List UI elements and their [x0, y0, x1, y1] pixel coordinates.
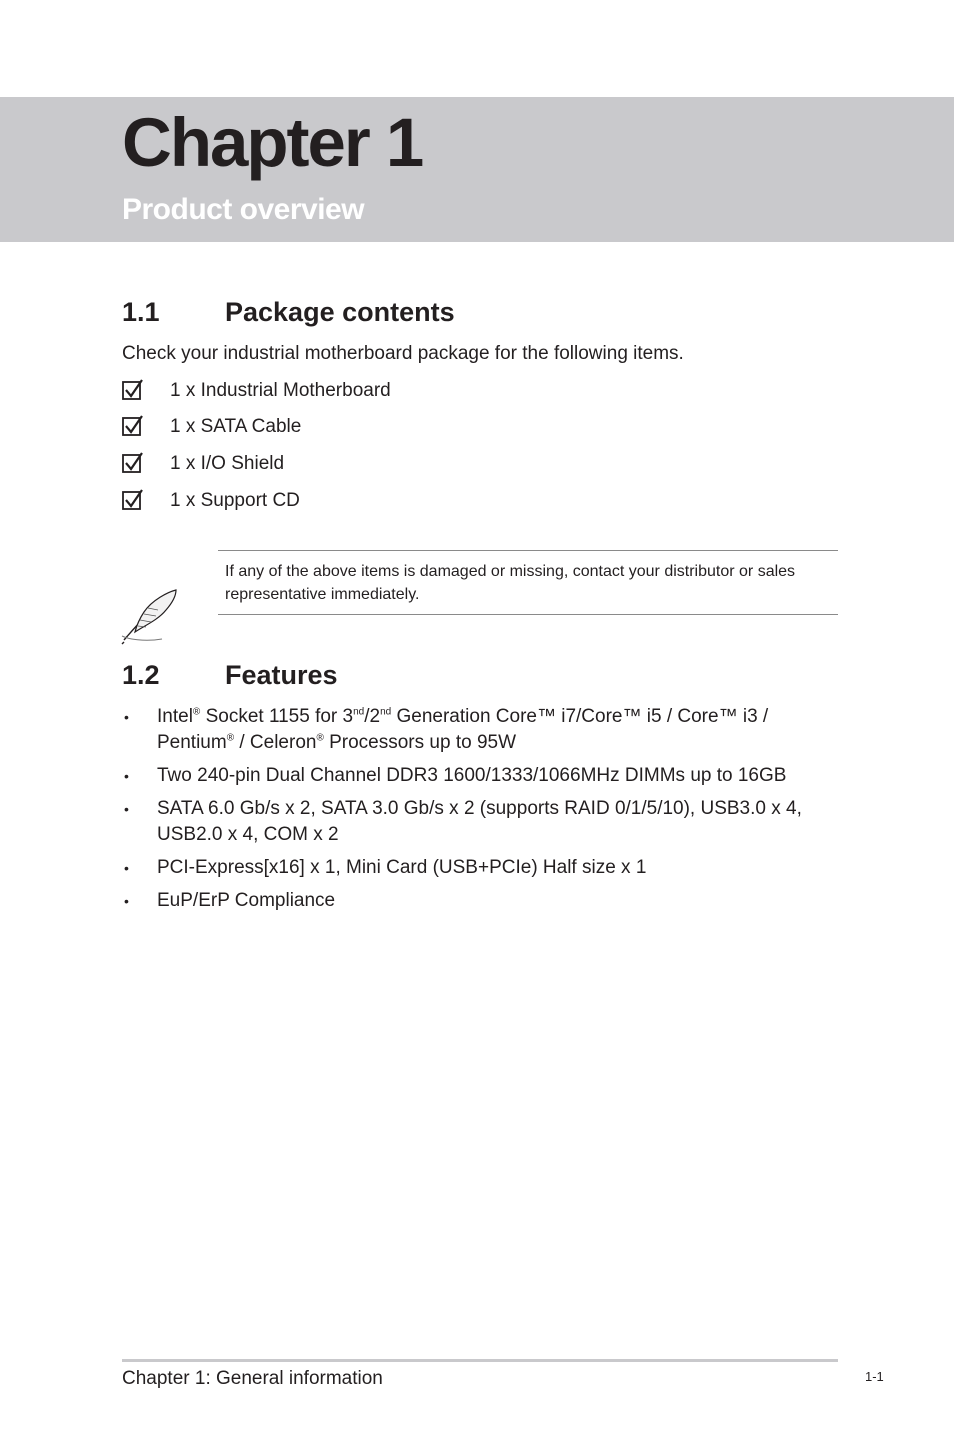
registered-mark: ® [192, 706, 201, 718]
section-number: 1.2 [122, 660, 160, 690]
package-item-label: 1 x Industrial Motherboard [170, 380, 391, 401]
bullet: • [124, 860, 129, 876]
feature-item [122, 796, 842, 848]
note-text: If any of the above items is damaged or missing, contact your distributor or sales representative immediately. [225, 563, 796, 603]
bullet: • [124, 893, 129, 909]
bullet: • [124, 709, 129, 725]
package-item-label: 1 x I/O Shield [170, 453, 285, 474]
feature-text: Processors up to 95W [323, 732, 517, 753]
chapter-title: Chapter 1 [122, 104, 423, 181]
feature-text: EuP/ErP Compliance [157, 890, 336, 911]
features-list [122, 704, 842, 921]
ordinal-suffix: nd [353, 706, 365, 718]
package-item [122, 378, 622, 404]
feature-text: Intel [157, 706, 193, 727]
chapter-subtitle: Product overview [122, 193, 365, 226]
checkbox-checked-icon [122, 488, 144, 512]
registered-mark: ® [316, 732, 324, 744]
package-item [122, 488, 622, 514]
section-number: 1.1 [122, 297, 160, 327]
feature-text: Generation Core™ i7/Core™ i5 / Core™ i3 / Pentium [157, 706, 769, 753]
checkbox-checked-icon [122, 414, 144, 438]
package-intro: Check your industrial motherboard package for the following items. [122, 343, 684, 364]
feature-text: SATA 6.0 Gb/s x 2, SATA 3.0 Gb/s x 2 (supports RAID 0/1/5/10), USB3.0 x 4, USB2.0 x 4, COM x 2 [157, 798, 802, 845]
section-title: Features [225, 660, 338, 690]
feather-quill-icon [118, 586, 182, 646]
note-box [218, 550, 838, 615]
feature-item [122, 855, 842, 881]
feature-text: PCI-Express[x16] x 1, Mini Card (USB+PCIe) Half size x 1 [157, 857, 647, 878]
package-item [122, 414, 622, 440]
bullet: • [124, 768, 129, 784]
package-item-label: 1 x Support CD [170, 490, 300, 511]
feature-item [122, 763, 842, 789]
registered-mark: ® [226, 732, 235, 744]
package-item [122, 451, 622, 477]
feature-text: Two 240-pin Dual Channel DDR3 1600/1333/1066MHz DIMMs up to 16GB [157, 765, 787, 786]
page-number: 1-1 [865, 1369, 884, 1384]
feature-item [122, 704, 842, 756]
package-item-label: 1 x SATA Cable [170, 416, 302, 437]
checkbox-checked-icon [122, 451, 144, 475]
footer-rule [122, 1359, 838, 1362]
bullet: • [124, 801, 129, 817]
checkbox-checked-icon [122, 378, 144, 402]
feature-text: /2 [364, 706, 381, 727]
feature-text: Socket 1155 for 3 [200, 706, 354, 727]
section-title: Package contents [225, 297, 455, 327]
ordinal-suffix: nd [380, 706, 392, 718]
feature-item [122, 888, 842, 914]
footer-chapter-label: Chapter 1: General information [122, 1368, 383, 1389]
feature-text: / Celeron [234, 732, 317, 753]
